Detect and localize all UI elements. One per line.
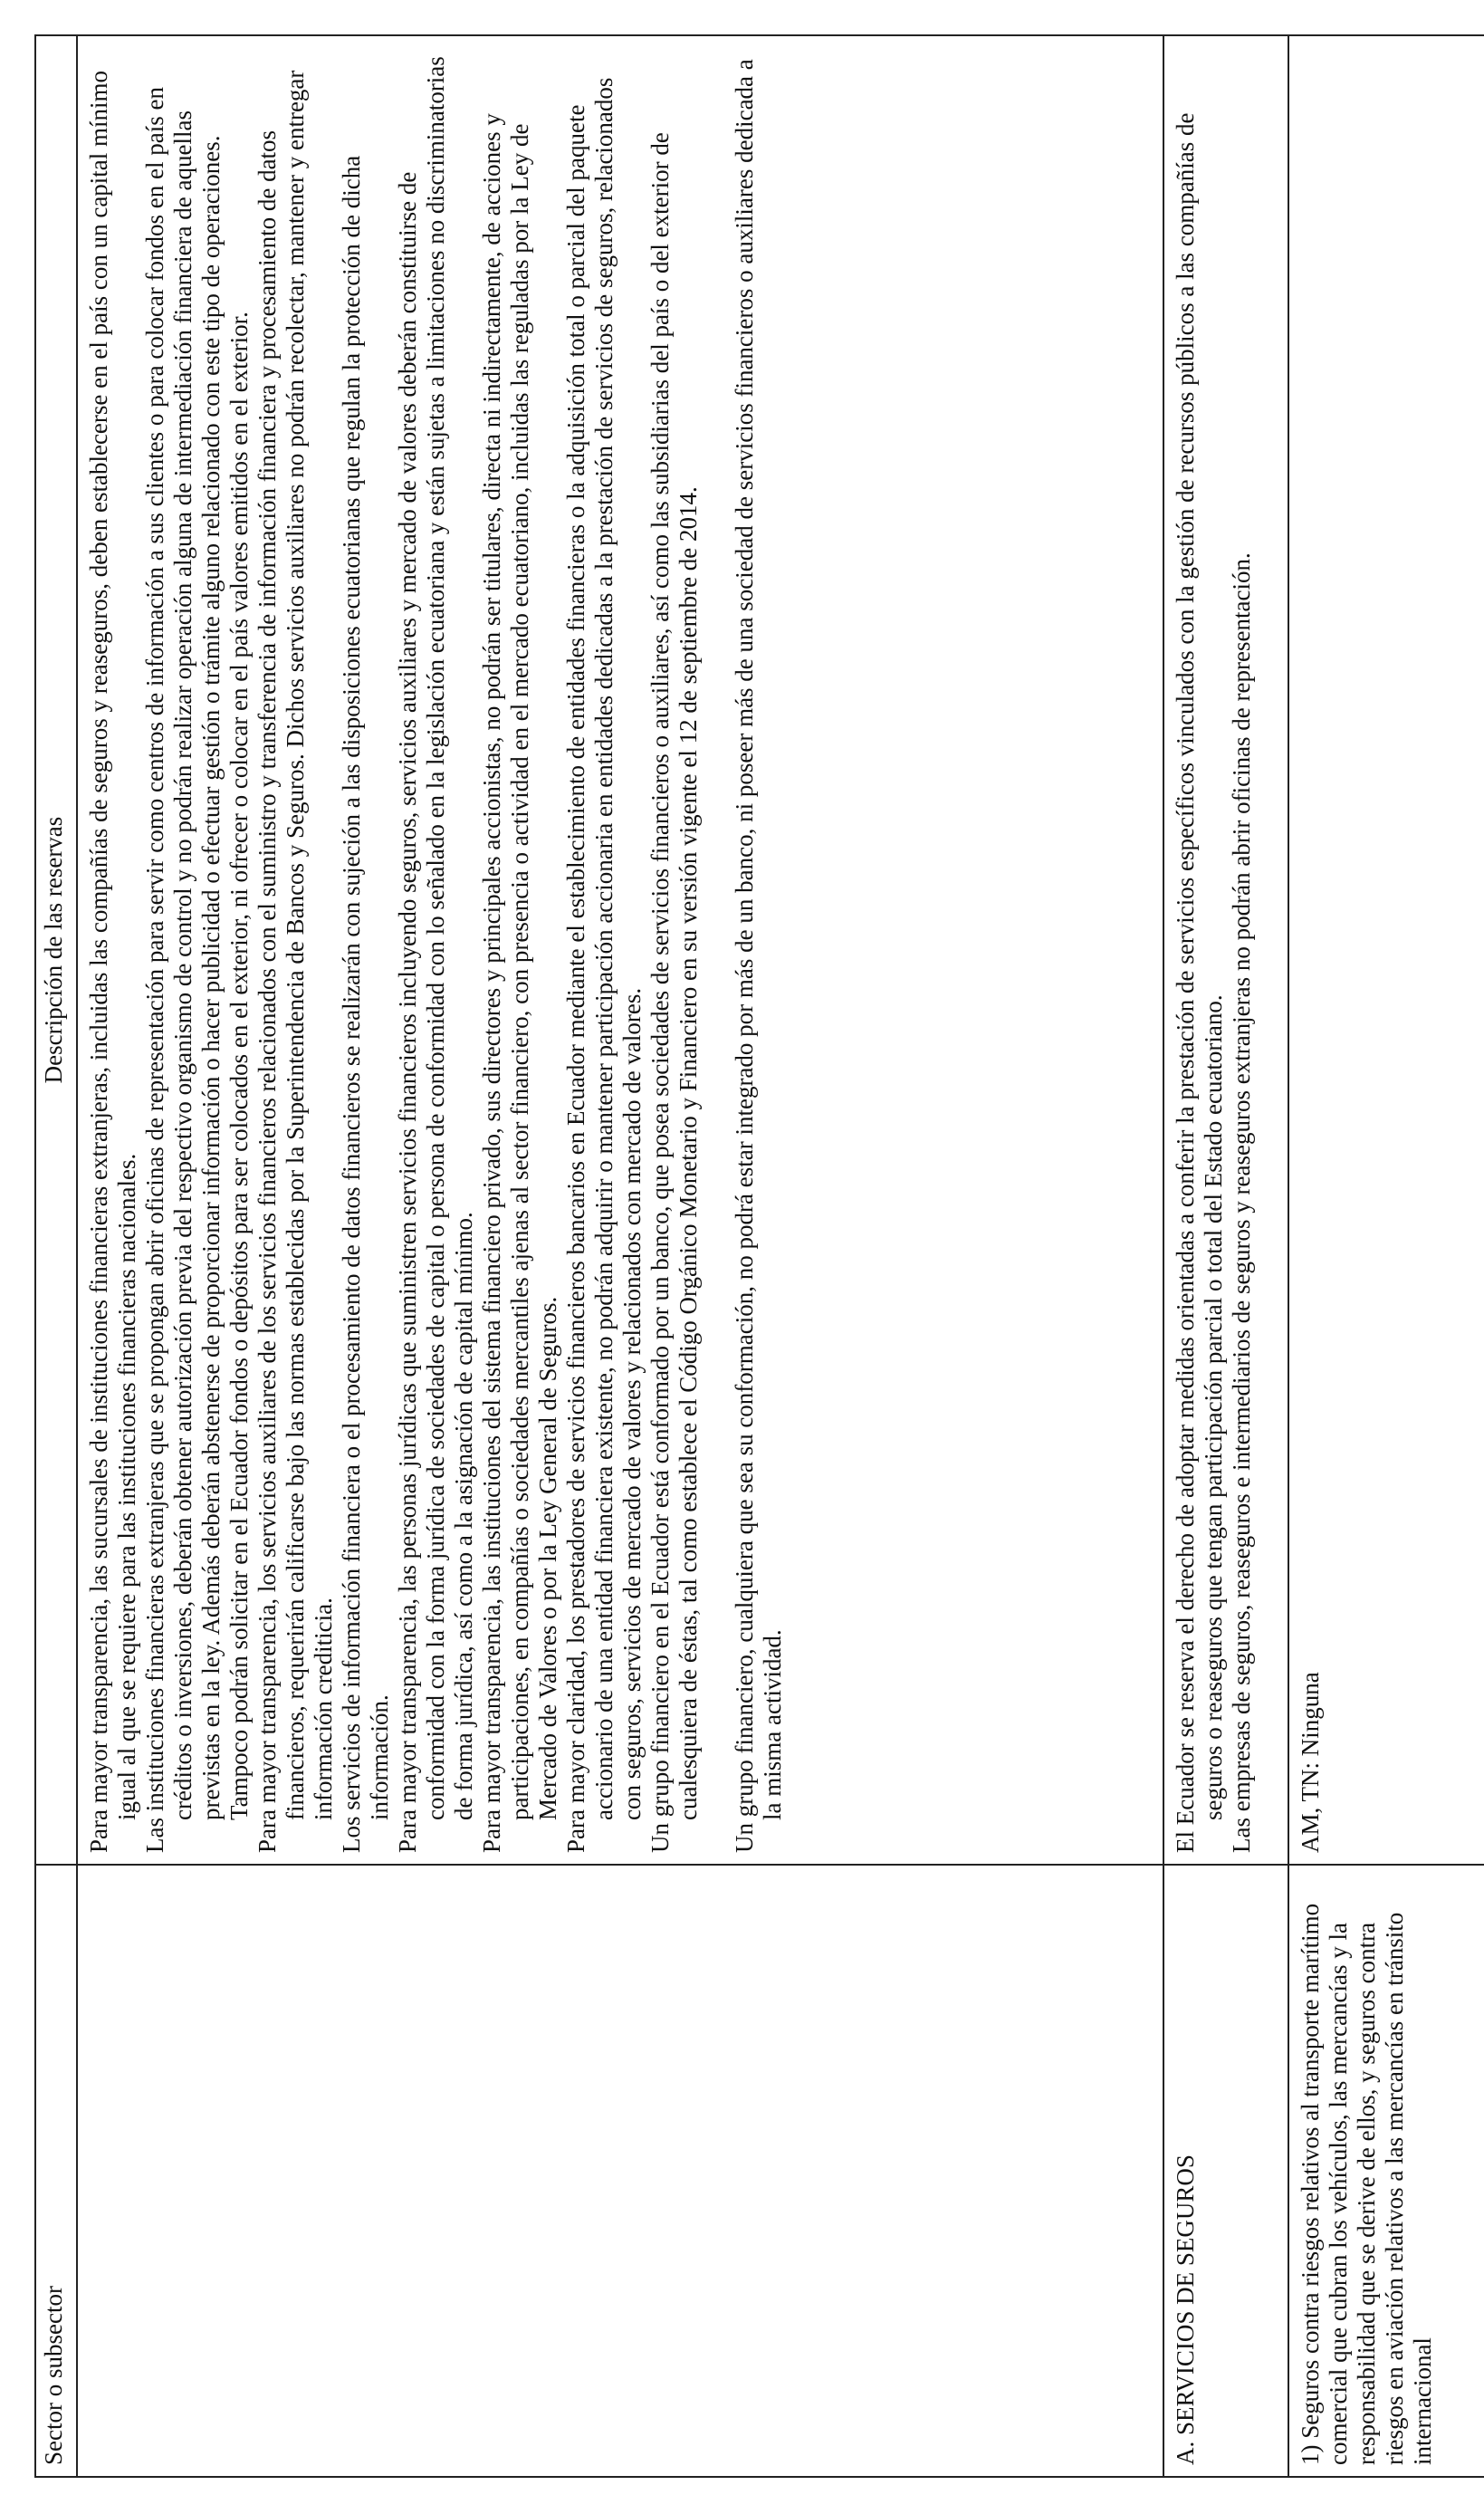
reserves-table (34, 34, 1484, 2478)
reserve-paragraph: Las empresas de seguros, reaseguros e intermediarios de seguros y reaseguros extranjeras no podrán abrir oficinas de representación. (1228, 552, 1255, 1853)
sector-cell: A. SERVICIOS DE SEGUROS (1163, 1865, 1288, 2477)
reserve-paragraph: El Ecuador se reserva el derecho de adoptar medidas orientadas a conferir la prestación de servicios específicos vinculados con la gestión de recursos públicos a las compañías de seguros o reaseguros que tengan participación parcial o total del Estado ecuatoriano. (1172, 112, 1227, 1853)
header-sector: Sector o subsector (35, 1865, 77, 2477)
reserve-paragraph: Un grupo financiero en el Ecuador está conformado por un banco, que posea sociedades de servicios financieros o auxiliares, así como las subsidiarias del país o del exterior de cualesquiera de éstas, tal como establece el Código Orgánico Monetario y Financiero en su versión vigente el 12 de septiembre de 2014. (646, 132, 702, 1853)
table-row (1163, 35, 1288, 2477)
reserve-paragraph: Para mayor transparencia, las instituciones del sistema financiero privado, sus directores y principales accionistas, no podrán ser titulares, directa ni indirectamente, de acciones y participaciones, en compañías o sociedades mercantiles ajenas al sector financiero, con presencia o actividad en el mercado ecuatoriano, incluidas las reguladas por la Ley de Mercado de Valores o por la Ley General de Seguros. (478, 113, 561, 1853)
reserve-paragraph: Para mayor transparencia, los servicios auxiliares de los servicios financieros relacionados con el suministro y transferencia de información financiera y procesamiento de datos financieros, requerirán calificarse bajo las normas establecidas por la Superintendencia de Bancos y Seguros. Dichos servicios auxiliares no podrán recolectar, mantener y entregar información crediticia. (254, 70, 337, 1853)
description-cell (1163, 35, 1288, 1865)
paragraph-spacer (703, 47, 731, 1853)
reserve-paragraph: Los servicios de información financiera o el procesamiento de datos financieros se realizarán con sujeción a las disposiciones ecuatorianas que regulan la protección de dicha información. (338, 155, 393, 1853)
description-cell (77, 35, 1163, 1865)
reserve-paragraph: Para mayor transparencia, las personas jurídicas que suministren servicios financieros incluyendo seguros, servicios auxiliares y mercado de valores deberán constituirse de conformidad con la forma jurídica de sociedades de capital o persona de conformidad con lo señalado en la legislación ecuatoriana y están sujetas a limitaciones no discriminatorias de forma jurídica, así como a la asignación de capital mínimo. (394, 56, 477, 1853)
sector-cell: 1) Seguros contra riesgos relativos al transporte marítimo comercial que cubran los vehículos, las mercancías y la responsabilidad que se derive de ellos, y seguros contra riesgos en aviación relativos a las mercancías en tránsito internacional (1288, 1865, 1484, 2477)
reserve-paragraph: Un grupo financiero, cualquiera que sea su conformación, no podrá estar integrado por más de un banco, ni poseer más de una sociedad de servicios financieros o auxiliares dedicada a la misma actividad. (731, 59, 786, 1853)
table-header-row (35, 35, 77, 2477)
reserve-paragraph: Para mayor claridad, los prestadores de servicios financieros bancarios en Ecuador mediante el establecimiento de entidades financieras o la adquisición total o parcial del paquete accionario de una entidad financiera existente, no podrán adquirir o mantener participación accionaria en entidades dedicadas a la prestación de servicios de seguros, relacionados con seguros, servicios de mercado de valores y relacionados con mercado de valores. (562, 77, 646, 1853)
header-description: Descripción de las reservas (35, 35, 77, 1865)
table-row (1288, 35, 1484, 2477)
reserve-paragraph: Las instituciones financieras extranjeras que se propongan abrir oficinas de representación para servir como centros de información a sus clientes o para colocar fondos en el país en créditos o inversiones, deberán obtener autorización previa del respectivo organismo de control y no podrán realizar operación alguna de intermediación financiera de aquellas previstas en la ley. Además deberán abstenerse de proporcionar información o hacer publicidad o efectuar gestión o trámite alguno relacionado con este tipo de operaciones. Tampoco podrán solicitar en el Ecuador fondos o depósitos para ser colocados en el exterior, ni ofrecer o colocar en el país valores emitidos en el exterior. (141, 87, 253, 1853)
sector-cell-empty (77, 1865, 1163, 2477)
reserve-paragraph: Para mayor transparencia, las sucursales de instituciones financieras extranjeras, incluidas las compañías de seguros y reaseguros, deben establecerse en el país con un capital mínimo igual al que se requiere para las instituciones financieras nacionales. (85, 70, 140, 1853)
table-row (77, 35, 1163, 2477)
description-cell: AM, TN: Ninguna (1288, 35, 1484, 1865)
